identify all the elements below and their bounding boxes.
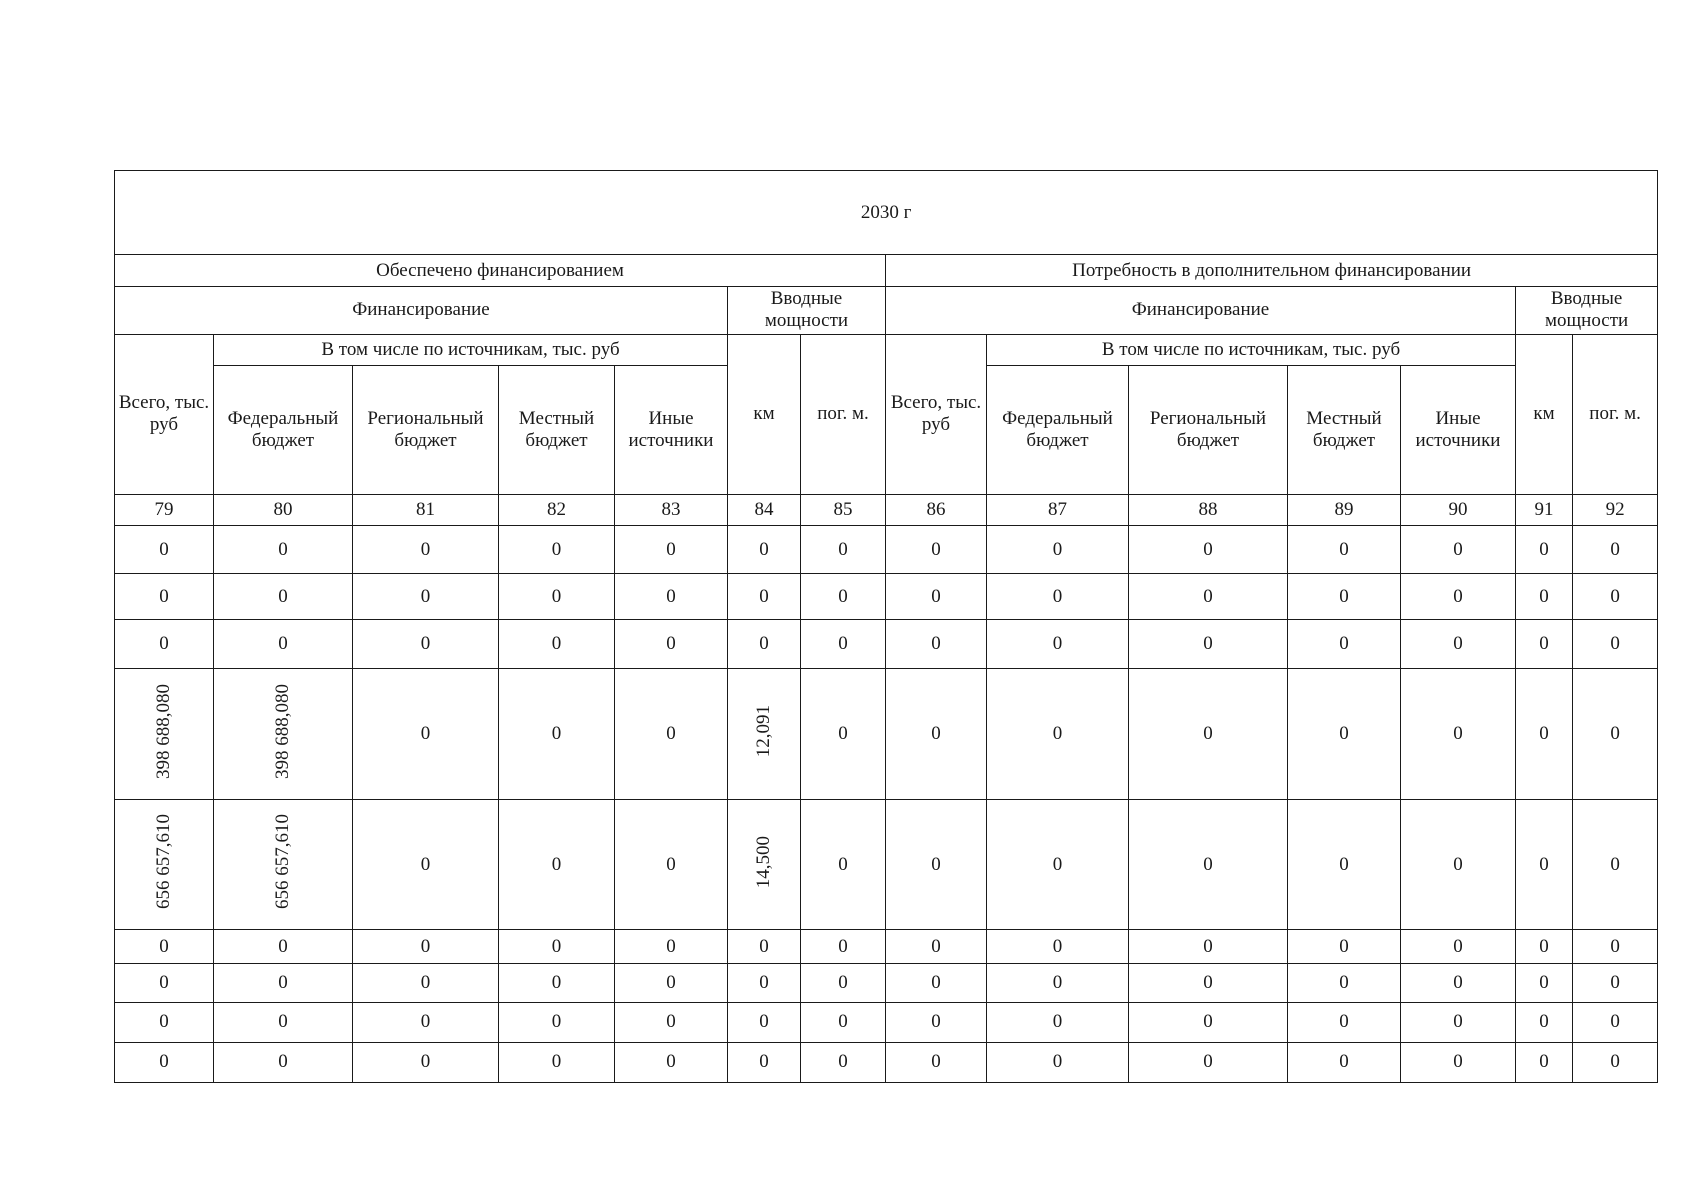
table-cell: 0 [353,574,499,620]
sources-header-secured: В том числе по источникам, тыс. руб [214,334,728,365]
group-secured-header: Обеспечено финансированием [115,255,886,286]
table-row [115,800,1658,930]
column-number: 87 [987,494,1129,525]
table-cell: 0 [214,1002,353,1042]
col-federal-header: Федеральный бюджет [987,366,1129,495]
table-cell: 0 [1129,1042,1288,1082]
financing-table [114,170,1658,1083]
financing-header-secured: Финансирование [115,286,728,334]
table-cell: 0 [1573,574,1658,620]
table-cell: 0 [499,668,615,800]
table-cell: 0 [1401,1002,1516,1042]
financing-table-page [114,170,1657,1083]
col-other-header: Иные источники [615,366,728,495]
table-cell: 0 [499,930,615,964]
table-cell: 0 [987,620,1129,668]
table-cell: 0 [115,525,214,573]
table-cell: 0 [353,1042,499,1082]
table-cell: 0 [1288,574,1401,620]
table-cell: 0 [1516,1002,1573,1042]
table-cell: 0 [115,1002,214,1042]
table-cell: 0 [987,1002,1129,1042]
table-cell: 0 [728,574,801,620]
table-cell: 0 [1401,668,1516,800]
vertical-value: 656 657,610 [153,814,175,910]
table-cell: 0 [886,800,987,930]
table-row [115,574,1658,620]
table-cell: 0 [1573,964,1658,1002]
table-cell: 0 [886,620,987,668]
table-row [115,930,1658,964]
table-cell: 0 [115,964,214,1002]
table-cell: 0 [1129,668,1288,800]
col-regional-header: Региональный бюджет [353,366,499,495]
table-cell: 0 [801,964,886,1002]
table-cell: 0 [886,668,987,800]
column-number: 88 [1129,494,1288,525]
col-km-header: км [1516,334,1573,494]
table-cell: 0 [801,525,886,573]
table-row [115,1042,1658,1082]
column-number: 91 [1516,494,1573,525]
table-cell: 0 [1573,800,1658,930]
table-cell: 0 [1401,800,1516,930]
table-cell: 0 [1288,800,1401,930]
table-cell: 0 [886,1042,987,1082]
table-cell: 0 [499,800,615,930]
table-cell: 0 [1401,964,1516,1002]
table-cell: 0 [1573,930,1658,964]
column-number: 85 [801,494,886,525]
table-cell: 0 [801,1002,886,1042]
table-cell: 0 [728,1042,801,1082]
column-number: 84 [728,494,801,525]
table-cell: 0 [987,574,1129,620]
table-cell: 0 [1288,525,1401,573]
table-cell: 0 [615,800,728,930]
table-row [115,620,1658,668]
table-cell: 0 [115,574,214,620]
table-cell: 0 [1516,574,1573,620]
table-cell: 0 [728,930,801,964]
table-cell: 0 [886,574,987,620]
table-cell: 0 [1516,800,1573,930]
table-cell [115,800,214,930]
table-cell [728,800,801,930]
table-row [115,964,1658,1002]
table-cell: 0 [353,525,499,573]
table-cell: 0 [886,964,987,1002]
table-cell: 0 [728,620,801,668]
table-row [115,525,1658,573]
col-local-header: Местный бюджет [499,366,615,495]
table-cell: 0 [1288,620,1401,668]
column-number: 89 [1288,494,1401,525]
table-cell: 0 [499,620,615,668]
table-cell: 0 [1516,668,1573,800]
table-cell [214,800,353,930]
table-cell: 0 [886,930,987,964]
table-cell: 0 [214,574,353,620]
table-body [115,525,1658,1082]
col-pog-m-header: пог. м. [1573,334,1658,494]
table-cell: 0 [801,800,886,930]
table-cell: 0 [987,800,1129,930]
table-cell: 0 [1516,1042,1573,1082]
table-cell: 0 [353,1002,499,1042]
table-cell: 0 [1288,964,1401,1002]
table-cell: 0 [801,574,886,620]
col-total-header: Всего, тыс. руб [886,334,987,494]
table-cell: 0 [987,964,1129,1002]
col-other-header: Иные источники [1401,366,1516,495]
table-cell: 0 [214,525,353,573]
sources-header-additional: В том числе по источникам, тыс. руб [987,334,1516,365]
vertical-value: 656 657,610 [272,814,294,910]
table-cell: 0 [1401,525,1516,573]
col-total-header: Всего, тыс. руб [115,334,214,494]
table-cell: 0 [214,1042,353,1082]
year-title: 2030 г [115,171,1658,255]
capacity-header-secured: Вводные мощности [728,286,886,334]
table-cell: 0 [615,574,728,620]
table-cell: 0 [353,668,499,800]
group-additional-header: Потребность в дополнительном финансировании [886,255,1658,286]
table-cell: 0 [115,1042,214,1082]
table-cell: 0 [1129,964,1288,1002]
table-cell: 0 [1288,1002,1401,1042]
table-cell: 0 [1573,1002,1658,1042]
financing-header-additional: Финансирование [886,286,1516,334]
column-number-row [115,494,1658,525]
table-cell: 0 [801,930,886,964]
table-cell: 0 [353,800,499,930]
col-federal-header: Федеральный бюджет [214,366,353,495]
table-cell: 0 [728,964,801,1002]
table-cell: 0 [1516,930,1573,964]
table-cell: 0 [1129,620,1288,668]
table-cell: 0 [353,930,499,964]
table-cell: 0 [353,620,499,668]
table-cell: 0 [1129,1002,1288,1042]
table-cell: 0 [1401,930,1516,964]
table-cell: 0 [1573,525,1658,573]
vertical-value: 12,091 [753,705,775,758]
table-cell: 0 [214,964,353,1002]
table-cell: 0 [1516,964,1573,1002]
table-cell: 0 [499,964,615,1002]
table-cell: 0 [615,1002,728,1042]
table-cell: 0 [115,930,214,964]
table-cell: 0 [1288,668,1401,800]
vertical-value: 14,500 [753,835,775,888]
table-cell: 0 [987,1042,1129,1082]
column-number: 81 [353,494,499,525]
table-cell: 0 [886,525,987,573]
table-cell: 0 [1516,525,1573,573]
table-cell: 0 [1129,930,1288,964]
capacity-header-additional: Вводные мощности [1516,286,1658,334]
table-cell: 0 [801,620,886,668]
table-cell: 0 [499,574,615,620]
table-cell: 0 [1129,800,1288,930]
column-number: 79 [115,494,214,525]
table-cell: 0 [1129,525,1288,573]
table-cell [214,668,353,800]
column-number: 83 [615,494,728,525]
table-cell: 0 [1401,1042,1516,1082]
vertical-value: 398 688,080 [153,683,175,779]
table-cell: 0 [615,620,728,668]
table-cell: 0 [353,964,499,1002]
table-cell: 0 [214,620,353,668]
table-cell: 0 [987,930,1129,964]
table-row [115,668,1658,800]
table-cell: 0 [499,1042,615,1082]
column-number: 90 [1401,494,1516,525]
table-cell: 0 [987,525,1129,573]
column-number: 86 [886,494,987,525]
vertical-value: 398 688,080 [272,683,294,779]
table-cell: 0 [728,525,801,573]
table-cell: 0 [615,964,728,1002]
column-number: 80 [214,494,353,525]
table-cell: 0 [1573,668,1658,800]
table-cell: 0 [615,930,728,964]
table-cell: 0 [115,620,214,668]
table-cell: 0 [615,1042,728,1082]
table-cell [728,668,801,800]
table-cell: 0 [1288,1042,1401,1082]
table-cell: 0 [499,525,615,573]
table-cell: 0 [1288,930,1401,964]
table-cell: 0 [886,1002,987,1042]
table-cell: 0 [1573,1042,1658,1082]
table-cell: 0 [1516,620,1573,668]
col-regional-header: Региональный бюджет [1129,366,1288,495]
table-cell: 0 [1401,620,1516,668]
table-cell: 0 [987,668,1129,800]
table-cell: 0 [615,525,728,573]
column-number: 92 [1573,494,1658,525]
table-cell: 0 [728,1002,801,1042]
table-row [115,1002,1658,1042]
col-local-header: Местный бюджет [1288,366,1401,495]
table-cell: 0 [1129,574,1288,620]
table-cell: 0 [801,1042,886,1082]
table-cell: 0 [801,668,886,800]
col-pog-m-header: пог. м. [801,334,886,494]
table-cell [115,668,214,800]
table-cell: 0 [1401,574,1516,620]
table-cell: 0 [615,668,728,800]
table-cell: 0 [499,1002,615,1042]
table-cell: 0 [1573,620,1658,668]
column-number: 82 [499,494,615,525]
table-cell: 0 [214,930,353,964]
col-km-header: км [728,334,801,494]
